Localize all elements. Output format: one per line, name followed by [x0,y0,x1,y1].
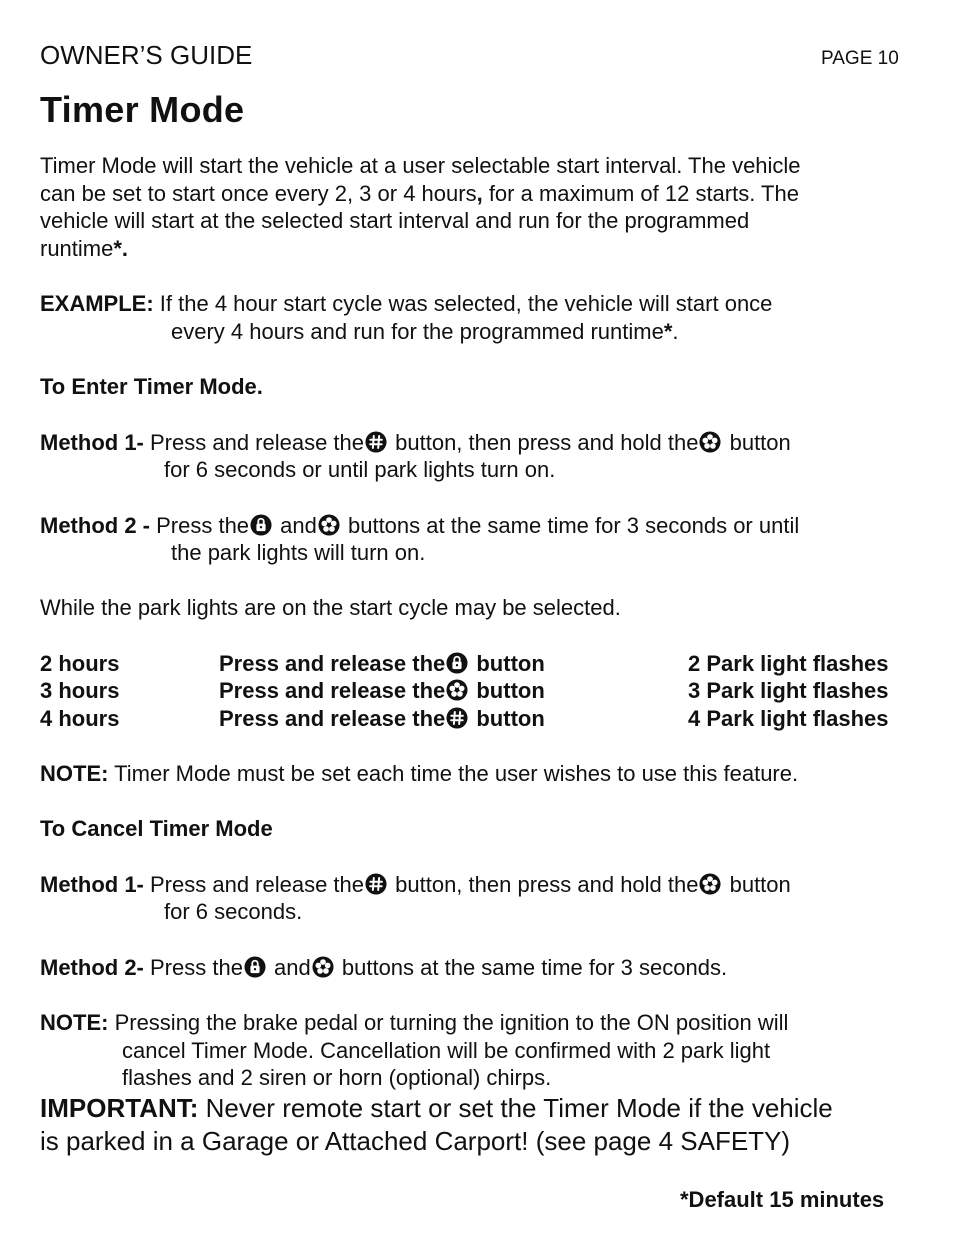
cycle-hours-4: 4 hours [40,706,120,731]
page-number: PAGE 10 [821,48,899,69]
start-icon [699,431,721,453]
cycle-action-2: Press and release the button [219,651,545,676]
cycle-hours-2: 2 hours [40,651,120,676]
cancel-heading: To Cancel Timer Mode [40,816,273,841]
enter-method-2: Method 2 - Press the and buttons at the same time for 3 seconds or until [40,513,800,538]
hash-icon [365,873,387,895]
example-line-2: every 4 hours and run for the programmed runtime*. [171,319,679,344]
example-line-1: EXAMPLE: If the 4 hour start cycle was selected, the vehicle will start once [40,291,773,316]
cycle-flashes-3: 3 Park light flashes [688,678,889,703]
note-2-line-1: NOTE: Pressing the brake pedal or turning the ignition to the ON position will [40,1010,789,1035]
start-icon [318,514,340,536]
cycle-flashes-4: 4 Park light flashes [688,706,889,731]
lock-icon [446,652,468,674]
page-title: Timer Mode [40,89,245,130]
example-label: EXAMPLE: [40,291,154,316]
cancel-method-1-line-2: for 6 seconds. [164,899,303,924]
lock-icon [250,514,272,536]
note-2-line-3: flashes and 2 siren or horn (optional) chirps. [122,1065,552,1090]
cycle-action-4: Press and release the button [219,706,545,731]
cancel-method-2: Method 2- Press the and buttons at the same time for 3 seconds. [40,955,728,980]
guide-header: OWNER’S GUIDE [40,40,253,70]
enter-method-1-line-2: for 6 seconds or until park lights turn on. [164,457,556,482]
note-1: NOTE: Timer Mode must be set each time the user wishes to use this feature. [40,761,799,786]
start-icon [699,873,721,895]
start-icon [312,956,334,978]
important-warning: IMPORTANT: Never remote start or set the Timer Mode if the vehicle is parked in a Garage or Attached Carport! (see page 4 SAFETY) [40,1093,833,1156]
hash-icon [446,707,468,729]
cycle-action-3: Press and release the button [219,678,545,703]
while-text: While the park lights are on the start cycle may be selected. [40,595,621,620]
enter-heading: To Enter Timer Mode. [40,374,263,399]
cancel-method-1: Method 1- Press and release the button, then press and hold the button [40,872,791,897]
enter-method-2-line-2: the park lights will turn on. [171,540,426,565]
intro-line-2: can be set to start once every 2, 3 or 4 hours, for a maximum of 12 starts. The [40,181,799,206]
footnote: *Default 15 minutes [680,1187,885,1212]
important-label: IMPORTANT: [40,1093,199,1123]
intro-line-4: runtime*. [40,236,129,261]
intro-line-3: vehicle will start at the selected start interval and run for the programmed [40,208,750,233]
cycle-hours-3: 3 hours [40,678,120,703]
note-2-line-2: cancel Timer Mode. Cancellation will be confirmed with 2 park light [122,1038,771,1063]
enter-method-1: Method 1- Press and release the button, then press and hold the button [40,430,791,455]
cycle-flashes-2: 2 Park light flashes [688,651,889,676]
lock-icon [244,956,266,978]
start-icon [446,679,468,701]
hash-icon [365,431,387,453]
intro-line-1: Timer Mode will start the vehicle at a user selectable start interval. The vehicle [40,153,801,178]
